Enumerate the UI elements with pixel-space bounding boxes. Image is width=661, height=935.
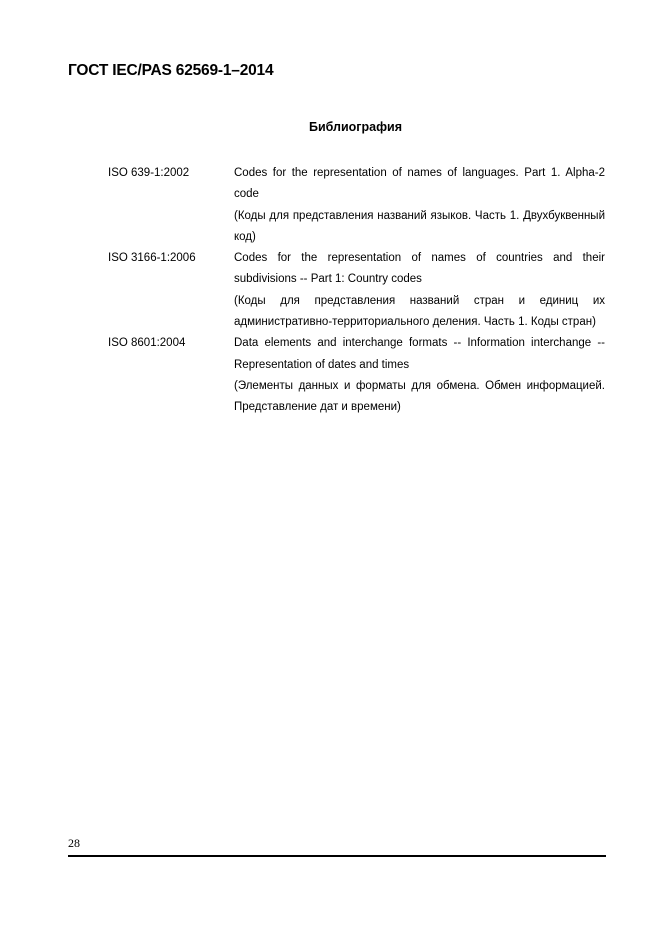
- page-number: 28: [68, 836, 80, 850]
- entry-title-en: Codes for the representation of names of countries and their subdivisions -- Part 1: Country codes: [234, 252, 605, 286]
- entry-title-en: Data elements and interchange formats -- Information interchange -- Representation of dates and times: [234, 337, 605, 371]
- entry-code: ISO 3166-1:2006: [108, 252, 196, 265]
- bibliography-list: [108, 163, 605, 419]
- section-title: Библиография: [308, 120, 403, 134]
- entry-code: ISO 8601:2004: [108, 337, 186, 350]
- document-header: ГОСТ IEC/PAS 62569-1–2014: [68, 62, 274, 79]
- entry-title-ru: (Коды для представления названий стран и единиц их административно-территориального деления. Часть 1. Коды стран): [234, 294, 605, 329]
- bibliography-entry: [108, 248, 605, 333]
- entry-title-ru: (Коды для представления названий языков. Часть 1. Двухбуквенный код): [234, 209, 605, 243]
- entry-title-ru: (Элементы данных и форматы для обмена. Обмен информацией. Представление дат и времени): [234, 379, 605, 414]
- entry-description: [234, 163, 605, 248]
- bibliography-entry: [108, 333, 605, 418]
- bibliography-entry: [108, 163, 605, 248]
- entry-description: [234, 248, 605, 333]
- entry-code: ISO 639-1:2002: [108, 167, 190, 179]
- entry-title-en: Codes for the representation of names of languages. Part 1. Alpha-2 code: [234, 167, 605, 201]
- footer-divider: [68, 855, 606, 857]
- entry-description: [234, 333, 605, 418]
